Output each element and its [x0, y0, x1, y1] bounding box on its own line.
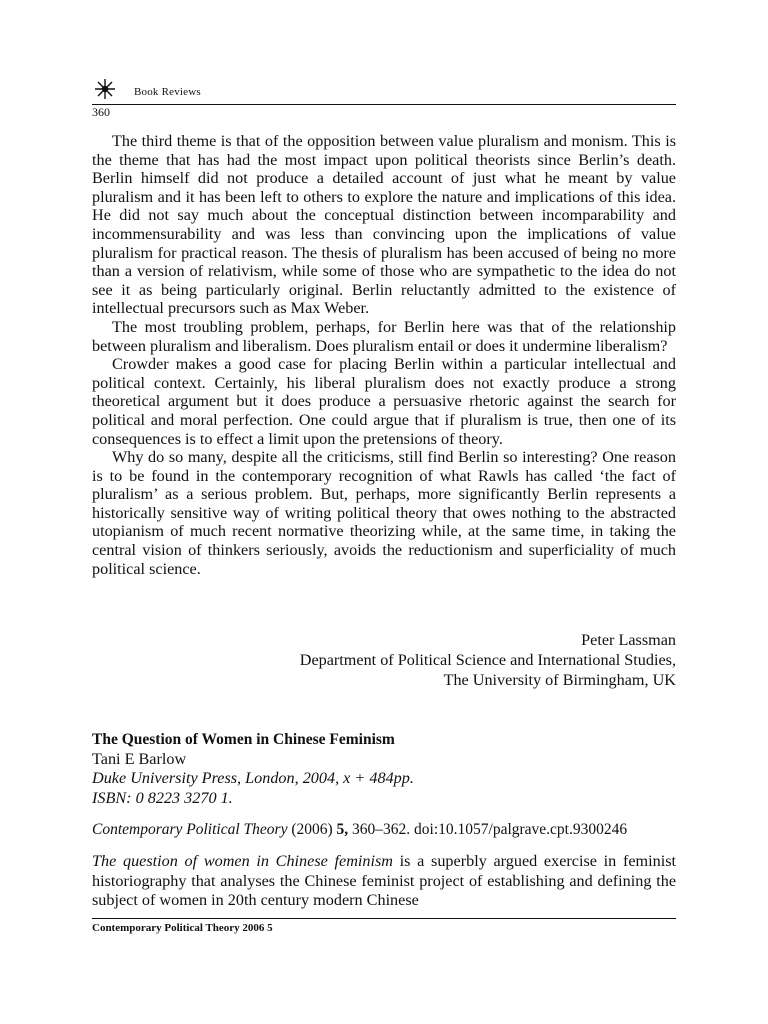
book-author: Tani E Barlow	[92, 749, 187, 768]
reviewer-signature	[92, 630, 676, 690]
page-footer: Contemporary Political Theory 2006 5	[92, 922, 273, 934]
paragraph: Why do so many, despite all the criticisms, still find Berlin so interesting? One reason is to be found in the contemporary recognition of what Rawls has called ‘the fact of pluralism’ as a serious problem. But, perhaps, more significantly Berlin represents a historically sensitive way of writing political theory that owes nothing to the abstracted utopianism of much recent normative theorizing while, at the same time, in taking the central vision of thinkers seriously, avoids the reductionism and superficiality of much political science.	[92, 448, 676, 578]
page-number: 360	[92, 105, 110, 119]
citation-doi: 360–362. doi:10.1057/palgrave.cpt.9300246	[348, 821, 628, 838]
paragraph: The most troubling problem, perhaps, for Berlin here was that of the relationship between pluralism and liberalism. Does pluralism entail or does it undermine liberalism?	[92, 317, 676, 355]
footer-rule	[92, 918, 676, 919]
reviewer-department: Department of Political Science and International Studies,	[299, 651, 676, 669]
paragraph	[92, 852, 676, 911]
book-title-italic: The question of women in Chinese feminism	[92, 852, 393, 870]
book-entry	[92, 730, 676, 808]
citation-line	[92, 820, 676, 839]
page-header	[92, 76, 676, 105]
citation-volume: 5,	[336, 821, 349, 838]
citation-journal: Contemporary Political Theory	[92, 821, 288, 838]
reviewer-name: Peter Lassman	[581, 631, 676, 649]
book-title: The Question of Women in Chinese Feminism	[92, 731, 395, 748]
paragraph-text: is a superbly argued exercise in feminist historiography that analyses the Chinese feminist project of establishing and defining the subject of women in 20th century modern Chinese	[92, 852, 676, 910]
book-isbn: ISBN: 0 8223 3270 1.	[92, 788, 233, 807]
book-publisher: Duke University Press, London, 2004, x + 484pp.	[92, 769, 414, 787]
reviewer-university: The University of Birmingham, UK	[443, 671, 676, 689]
review-body	[92, 132, 676, 578]
review-opening	[92, 852, 676, 911]
paragraph: The third theme is that of the opposition between value pluralism and monism. This is the theme that has had the most impact upon political theorists since Berlin’s death. Berlin himself did not produce a detailed account of just what he meant by value pluralism and it has been left to others to explore the nature and implications of this idea. He did not say much about the conceptual distinction between incomparability and incommensurability and was less than convincing upon the implications of value pluralism for practical reason. The thesis of pluralism has been accused of being no more than a version of relativism, while some of those who are sympathetic to the idea do not see it as being particularly original. Berlin reluctantly admitted to the existence of intellectual precursors such as Max Weber.	[92, 132, 676, 318]
citation-year: (2006)	[287, 821, 337, 838]
section-label: Book Reviews	[134, 86, 201, 98]
paragraph: Crowder makes a good case for placing Berlin within a particular intellectual and political context. Certainly, his liberal pluralism does not exactly produce a strong theoretical argument but it does produce a persuasive rhetoric against the search for political and moral perfection. One could argue that if pluralism is true, then one of its consequences is to effect a limit upon the pretensions of theory.	[92, 355, 676, 448]
palgrave-star-logo-icon	[94, 78, 116, 100]
